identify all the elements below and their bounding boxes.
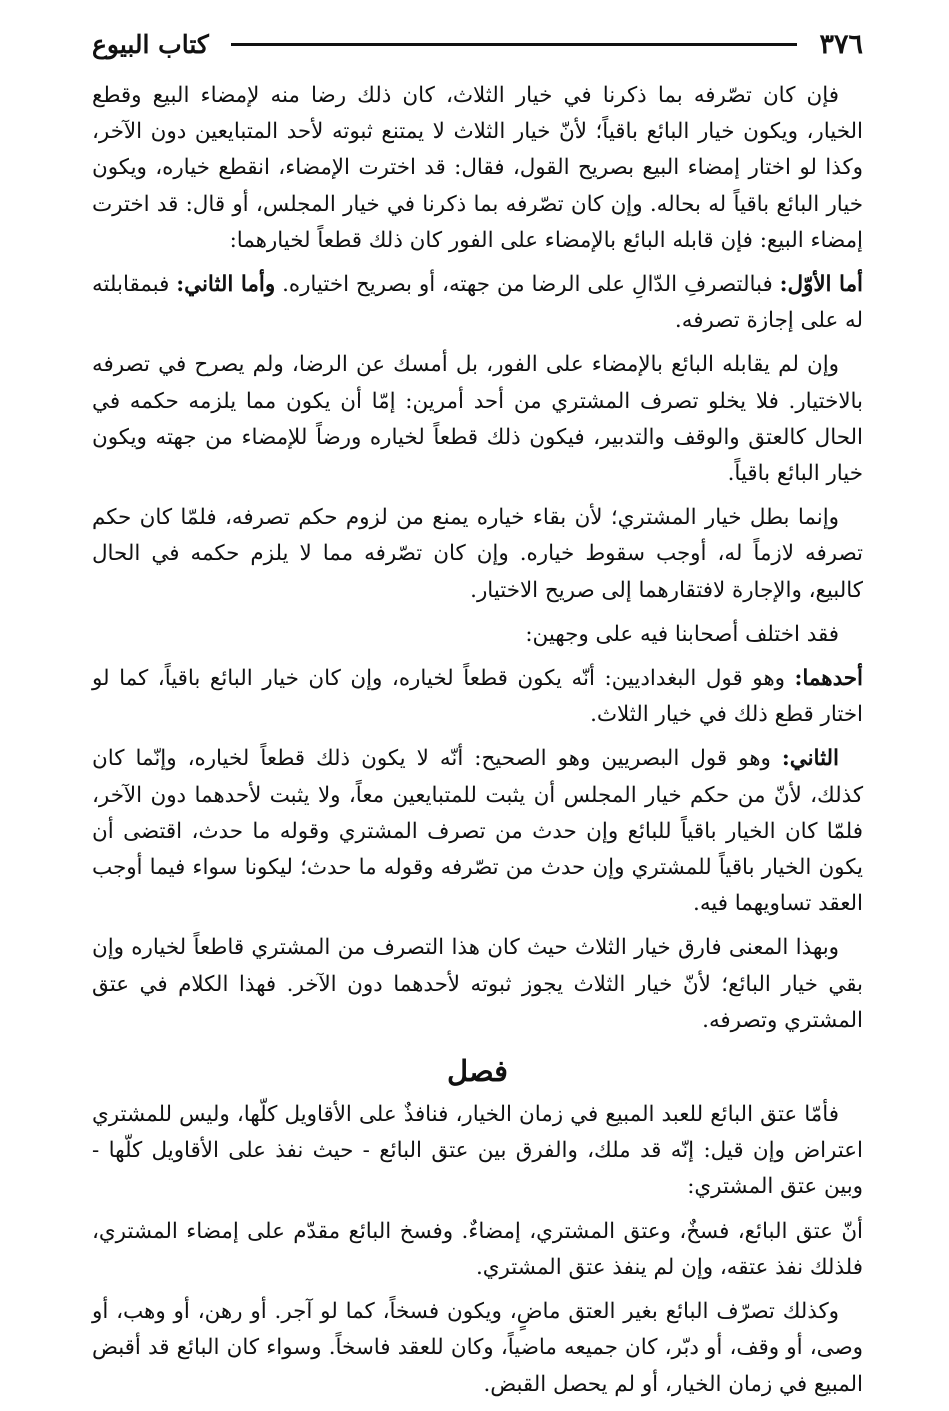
paragraph: وإنما بطل خيار المشتري؛ لأن بقاء خياره يمنع من لزوم حكم تصرفه، فلمّا كان حكم تصرفه لازماً له، أوجب سقوط خياره. وإن كان تصّرفه مما لا يلزم حكمه في الحال كالبيع، والإجارة لافتقارهما إلى صريح الاختيار. [92, 505, 863, 603]
paragraph: فقد اختلف أصحابنا فيه على وجهين: [525, 621, 839, 647]
paragraph-text: وهو قول البغداديين: أنّه يكون قطعاً لخياره، وإن كان خيار البائع باقياً، كما لو اختار قطع ذلك في خيار الثلاث. [92, 666, 863, 728]
paragraph-text: فبالتصرفِ الدّالِ على الرضا من جهته، أو بصريح اختياره. [282, 272, 773, 298]
running-title: كتاب البيوع [92, 29, 209, 59]
page-number: ٣٧٦ [819, 28, 863, 60]
paragraph-text: فبمقابلته له على إجازة تصرفه. [92, 272, 863, 334]
bold-lead: الثاني: [781, 746, 839, 772]
paragraph-text: وهو قول البصريين وهو الصحيح: أنّه لا يكون ذلك قطعاً لخياره، وإنّما كان كذلك، لأنّ من حكم خيار المجلس أن يثبت للمتبايعين معاً، ولا يثبت لأحدهما دون الآخر، فلمّا كان الخيار باقياً للبائع وإن حدث من تصرف المشتري وقوله ما حدث، اقتضى أن يكون الخيار باقياً للمشتري وإن حدث من تصّرفه وقوله ما حدث؛ ليكونا سواء فيما أوجب العقد تساويهما فيه. [92, 746, 863, 917]
bold-lead: أحدهما: [794, 666, 863, 692]
section-heading: فصل [447, 1054, 508, 1089]
paragraph: أنّ عتق البائع، فسخٌ، وعتق المشتري، إمضاءٌ. وفسخ البائع مقدّم على إمضاء المشتري، فلذلك نفذ عتقه، وإن لم ينفذ عتق المشتري. [92, 1218, 863, 1280]
paragraph [92, 741, 863, 922]
header-rule [231, 43, 798, 46]
paragraph [92, 267, 863, 339]
page-header [92, 26, 863, 62]
paragraph: وإن لم يقابله البائع بالإمضاء على الفور، بل أمسك عن الرضا، ولم يصرح في تصرفه بالاختيار. فلا يخلو تصرف المشتري من أحد أمرين: إمّا أن يكون مما يلزمه حكمه في الحال كالعتق والوقف والتدبير، فيكون ذلك قطعاً لخياره ورضاً للإمضاء من جهته ويكون خيار البائع باقياً. [92, 352, 863, 487]
page-body [92, 78, 863, 1411]
bold-lead: وأما الثاني: [176, 272, 276, 298]
paragraph: فإن كان تصّرفه بما ذكرنا في خيار الثلاث، كان ذلك رضا منه لإمضاء البيع وقطع الخيار، ويكون خيار البائع باقياً؛ لأنّ خيار الثلاث لا يمتنع ثبوته لأحد المتبايعين دون الآخر، وكذا لو اختار إمضاء البيع بصريح القول، فقال: قد اخترت الإمضاء، انقطع خياره، ويكون خيار البائع باقياً له بحاله. وإن كان تصّرفه بما ذكرنا في خيار المجلس، أو قال: قد اخترت إمضاء البيع: فإن قابله البائع بالإمضاء على الفور كان ذلك قطعاً لخيارهما: [92, 83, 863, 253]
paragraph: وبهذا المعنى فارق خيار الثلاث حيث كان هذا التصرف من المشتري قاطعاً لخياره وإن بقي خيار البائع؛ لأنّ خيار الثلاث يجوز ثبوته لأحدهما دون الآخر. فهذا الكلام في عتق المشتري وتصرفه. [92, 935, 863, 1033]
paragraph: وكذلك تصرّف البائع بغير العتق ماضٍ، ويكون فسخاً، كما لو آجر. أو رهن، أو وهب، أو وصى، أو وقف، أو دبّر، كان جميعه ماضياً، وكان للعقد فاسخاً. وسواء كان البائع قد أقبض المبيع في زمان الخيار، أو لم يحصل القبض. [92, 1299, 863, 1397]
bold-lead: أما الأوّل: [779, 272, 863, 298]
paragraph [92, 661, 863, 733]
paragraph: فأمّا عتق البائع للعبد المبيع في زمان الخيار، فنافذٌ على الأقاويل كلّها، وليس للمشتري اعتراض وإن قيل: إنّه قد ملك، والفرق بين عتق البائع - حيث نفذ على الأقاويل كلّها - وبين عتق المشتري: [92, 1102, 863, 1200]
